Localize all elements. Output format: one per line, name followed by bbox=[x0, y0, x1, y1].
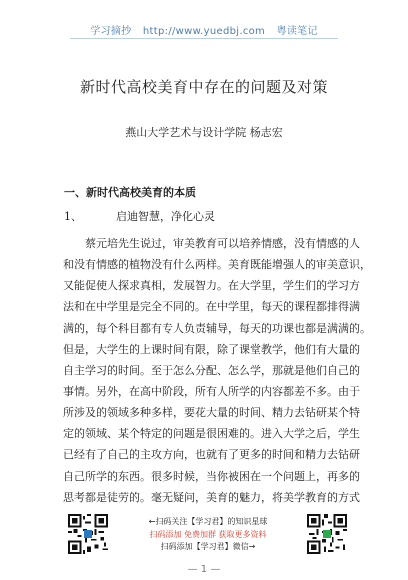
body-line: 思考都是徒劳的。毫无疑问，美育的魅力，将美学教育的方式 bbox=[63, 490, 360, 504]
sub-heading-text: 启迪智慧，净化心灵 bbox=[116, 210, 215, 223]
page-number: — 1 — bbox=[187, 564, 221, 575]
body-line: 蔡元培先生说过，审美教育可以培养情感，没有情感的人 bbox=[85, 237, 360, 250]
header-left-label: 学习摘抄 bbox=[90, 26, 132, 37]
header-url-link[interactable]: http://www.yuedbj.com bbox=[142, 26, 266, 37]
promo-line-3: 扫码添加【学习君】微信→ bbox=[160, 542, 256, 551]
body-line: 所涉及的领域多种多样，要花大量的时间、精力去钻研某个特 bbox=[63, 406, 360, 420]
body-line: 事情。另外，在高中阶段，所有人所学的内容都差不多。由于 bbox=[63, 384, 360, 398]
sub-heading bbox=[64, 208, 215, 224]
body-line: 法和在中学里是完全不同的。在中学里，每天的课程都排得满 bbox=[63, 300, 360, 314]
sub-heading-number: 1、 bbox=[64, 210, 82, 223]
qr-code-icon[interactable] bbox=[68, 514, 108, 554]
section-heading: 一、新时代高校美育的本质 bbox=[64, 186, 196, 199]
promo-line-2: 扫码添加 免费加群 获取更多资料 bbox=[149, 529, 267, 539]
document-title: 新时代高校美育中存在的问题及对策 bbox=[79, 78, 328, 96]
body-line: 已经有了自己的主攻方向，也就有了更多的时间和精力去钻研 bbox=[63, 448, 360, 462]
body-line: 但是，大学生的上课时间有限，除了课堂教学，他们有大量的 bbox=[63, 342, 360, 356]
header-right-label: 粤读笔记 bbox=[276, 26, 318, 37]
document-author: 燕山大学艺术与设计学院 杨志宏 bbox=[125, 126, 283, 139]
header-divider bbox=[70, 38, 338, 39]
body-line: 自主学习的时间。至于怎么分配、怎么学，那就是他们自己的 bbox=[63, 363, 360, 377]
promo-line-1: ←扫码关注【学习君】的知识星球 bbox=[148, 517, 268, 526]
promo-text bbox=[118, 516, 298, 554]
body-line: 定的领域、某个特定的问题是很困难的。进入大学之后，学生 bbox=[63, 427, 360, 441]
qr-code-icon[interactable] bbox=[307, 514, 347, 554]
body-paragraph bbox=[63, 233, 371, 508]
page-footer bbox=[0, 514, 408, 580]
site-header bbox=[0, 22, 408, 37]
body-line: 和没有情感的植物没有什么两样。美育既能增强人的审美意识， bbox=[63, 258, 371, 272]
body-line: 自己所学的东西。很多时候，当你被困在一个问题上，再多的 bbox=[63, 469, 360, 483]
body-line: 满的，每个科目都有专人负责辅导，每天的功课也都是满满的。 bbox=[63, 321, 371, 335]
body-line: 又能促使人探求真相，发展智力。在大学里，学生们的学习方 bbox=[63, 279, 360, 293]
